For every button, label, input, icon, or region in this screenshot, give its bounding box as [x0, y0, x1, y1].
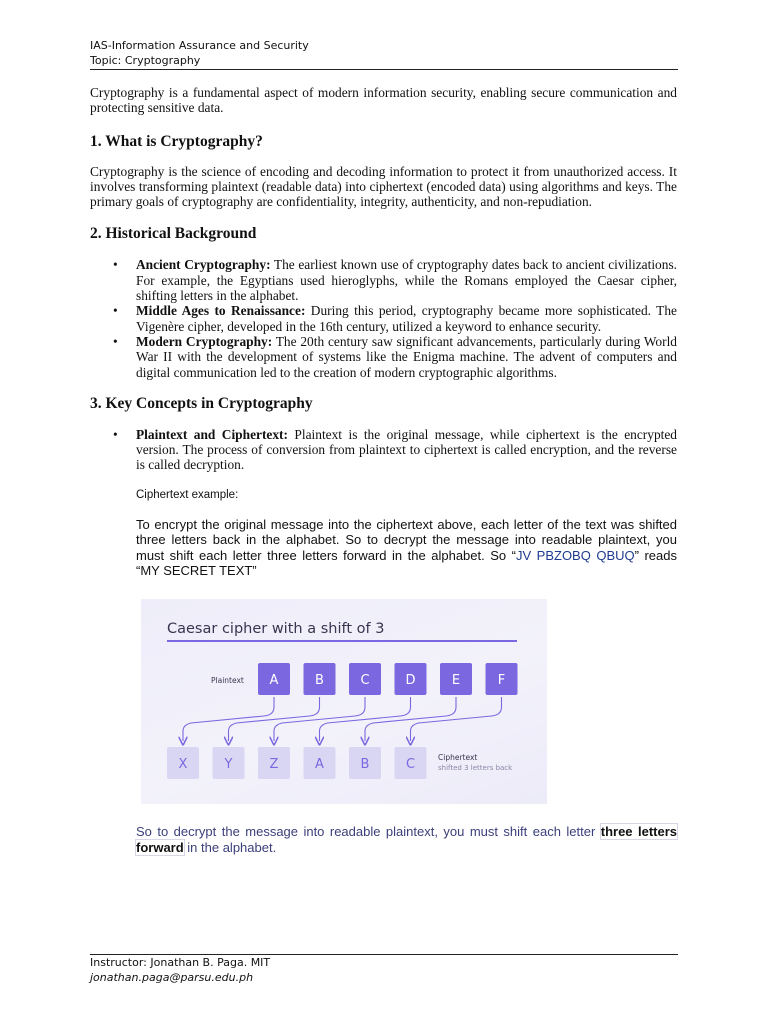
- figure-title: Caesar cipher with a shift of 3: [167, 621, 385, 638]
- plaintext-letter-box: [349, 663, 381, 695]
- list-item-text: The 20th century saw significant advancements, particularly during World War II with the development of systems like the Enigma machine. The advent of computers and digital communication led to the creation of modern cryptographic algorithms.: [136, 333, 677, 380]
- plaintext-letter: B: [315, 673, 324, 689]
- header-divider: [90, 69, 678, 70]
- plaintext-letter: E: [451, 673, 461, 689]
- plaintext-label: Plaintext: [211, 676, 244, 686]
- list-item: [90, 257, 677, 303]
- section-1-body: Cryptography is the science of encoding and decoding information to protect it from unauthorized access. It involves transforming plaintext (readable data) into ciphertext (encoded data) using algorithms and keys. The primary goals of cryptography are confidentiality, integrity, authenticity, and non-repudiation.: [90, 163, 677, 210]
- decrypt-note-bold: three letters forward: [136, 824, 677, 855]
- list-item: [90, 303, 677, 334]
- ciphertext-letter-box: [395, 747, 427, 779]
- intro-paragraph: Cryptography is a fundamental aspect of modern information security, enabling secure communication and protecting sensitive data.: [90, 85, 677, 116]
- ciphertext-row: [167, 747, 427, 779]
- course-title: IAS-Information Assurance and Security: [90, 39, 309, 52]
- list-item: [90, 334, 677, 380]
- topic-line: Topic: Cryptography: [90, 54, 201, 67]
- document-body: [90, 85, 677, 855]
- ciphertext-letter-box: [213, 747, 245, 779]
- decrypt-note-pre: So to decrypt the message into readable plaintext, you must shift each letter: [136, 824, 601, 840]
- plaintext-letter: F: [497, 673, 506, 689]
- caesar-cipher-figure: [141, 599, 547, 804]
- plaintext-letter: D: [405, 673, 416, 689]
- caesar-cipher-diagram: [141, 599, 547, 804]
- list-item-text: The earliest known use of cryptography dates back to ancient civilizations. For example, the Egyptians used hieroglyphs, while the Romans employed the Caesar cipher, shifting letters in the alphabet.: [136, 257, 678, 304]
- ciphertext-letter-box: [258, 747, 290, 779]
- ciphertext-letter: X: [178, 757, 188, 773]
- ciphertext-example-block: [90, 488, 677, 578]
- list-item-label: Ancient Cryptography:: [136, 257, 271, 273]
- plaintext-letter-box: [395, 663, 427, 695]
- section-2-heading: 2. Historical Background: [90, 225, 257, 243]
- ciphertext-letter-box: [349, 747, 381, 779]
- decrypt-note: [136, 824, 677, 855]
- ciphertext-letter: Y: [224, 757, 233, 773]
- concepts-list: [90, 427, 677, 473]
- list-item-label: Middle Ages to Renaissance:: [136, 303, 306, 319]
- ciphertext-label: Ciphertext: [438, 753, 478, 763]
- decrypt-note-post: in the alphabet.: [183, 839, 277, 855]
- plaintext-letter-box: [258, 663, 290, 695]
- plaintext-letter-box: [440, 663, 472, 695]
- list-item-text: During this period, cryptography became more sophisticated. The Vigenère cipher, developed in the 16th century, utilized a keyword to enhance security.: [136, 303, 677, 334]
- ciphertext-letter: A: [315, 757, 324, 773]
- plaintext-letter: A: [269, 673, 279, 689]
- list-item-label: Plaintext and Ciphertext:: [136, 426, 288, 442]
- ciphertext-sublabel: shifted 3 letters back: [438, 764, 513, 773]
- ciphertext-letter: C: [405, 757, 416, 773]
- example-text-post: ” reads “MY SECRET TEXT”: [136, 547, 677, 578]
- instructor-name: Instructor: Jonathan B. Paga. MIT: [90, 956, 271, 969]
- plaintext-letter: C: [360, 673, 370, 689]
- example-paragraph: [136, 517, 677, 578]
- example-text-pre: To encrypt the original message into the ciphertext above, each letter of the text was shifted three letters back in the alphabet. So to decrypt the message into readable plaintext, you must shift each letter three letters forward in the alphabet. So “: [136, 517, 677, 563]
- list-item-label: Modern Cryptography:: [136, 333, 273, 349]
- section-1-heading: 1. What is Cryptography?: [90, 132, 263, 150]
- bullet-icon: •: [113, 426, 118, 442]
- section-3-heading: 3. Key Concepts in Cryptography: [90, 394, 313, 412]
- bullet-icon: •: [113, 257, 118, 273]
- history-list: [90, 257, 677, 379]
- page-header: [90, 38, 678, 68]
- list-item: [90, 427, 677, 473]
- plaintext-letter-box: [304, 663, 336, 695]
- plaintext-letter-box: [486, 663, 518, 695]
- bullet-icon: •: [113, 333, 118, 349]
- ciphertext-letter: Z: [269, 757, 279, 773]
- bullet-icon: •: [113, 303, 118, 319]
- list-item-text: Plaintext is the original message, while ciphertext is the encrypted version. The process of conversion from plaintext to ciphertext is called encryption, and the reverse is called decryption.: [136, 426, 677, 473]
- page-footer: [90, 955, 678, 985]
- ciphertext-letter: B: [360, 757, 370, 773]
- ciphertext-letter-box: [167, 747, 199, 779]
- example-label: Ciphertext example:: [136, 488, 239, 501]
- cipher-text: JV PBZOBQ QBUQ: [515, 547, 635, 563]
- instructor-email: jonathan.paga@parsu.edu.ph: [90, 971, 254, 984]
- plaintext-row: [258, 663, 518, 695]
- ciphertext-letter-box: [304, 747, 336, 779]
- shift-arrows: [183, 697, 502, 741]
